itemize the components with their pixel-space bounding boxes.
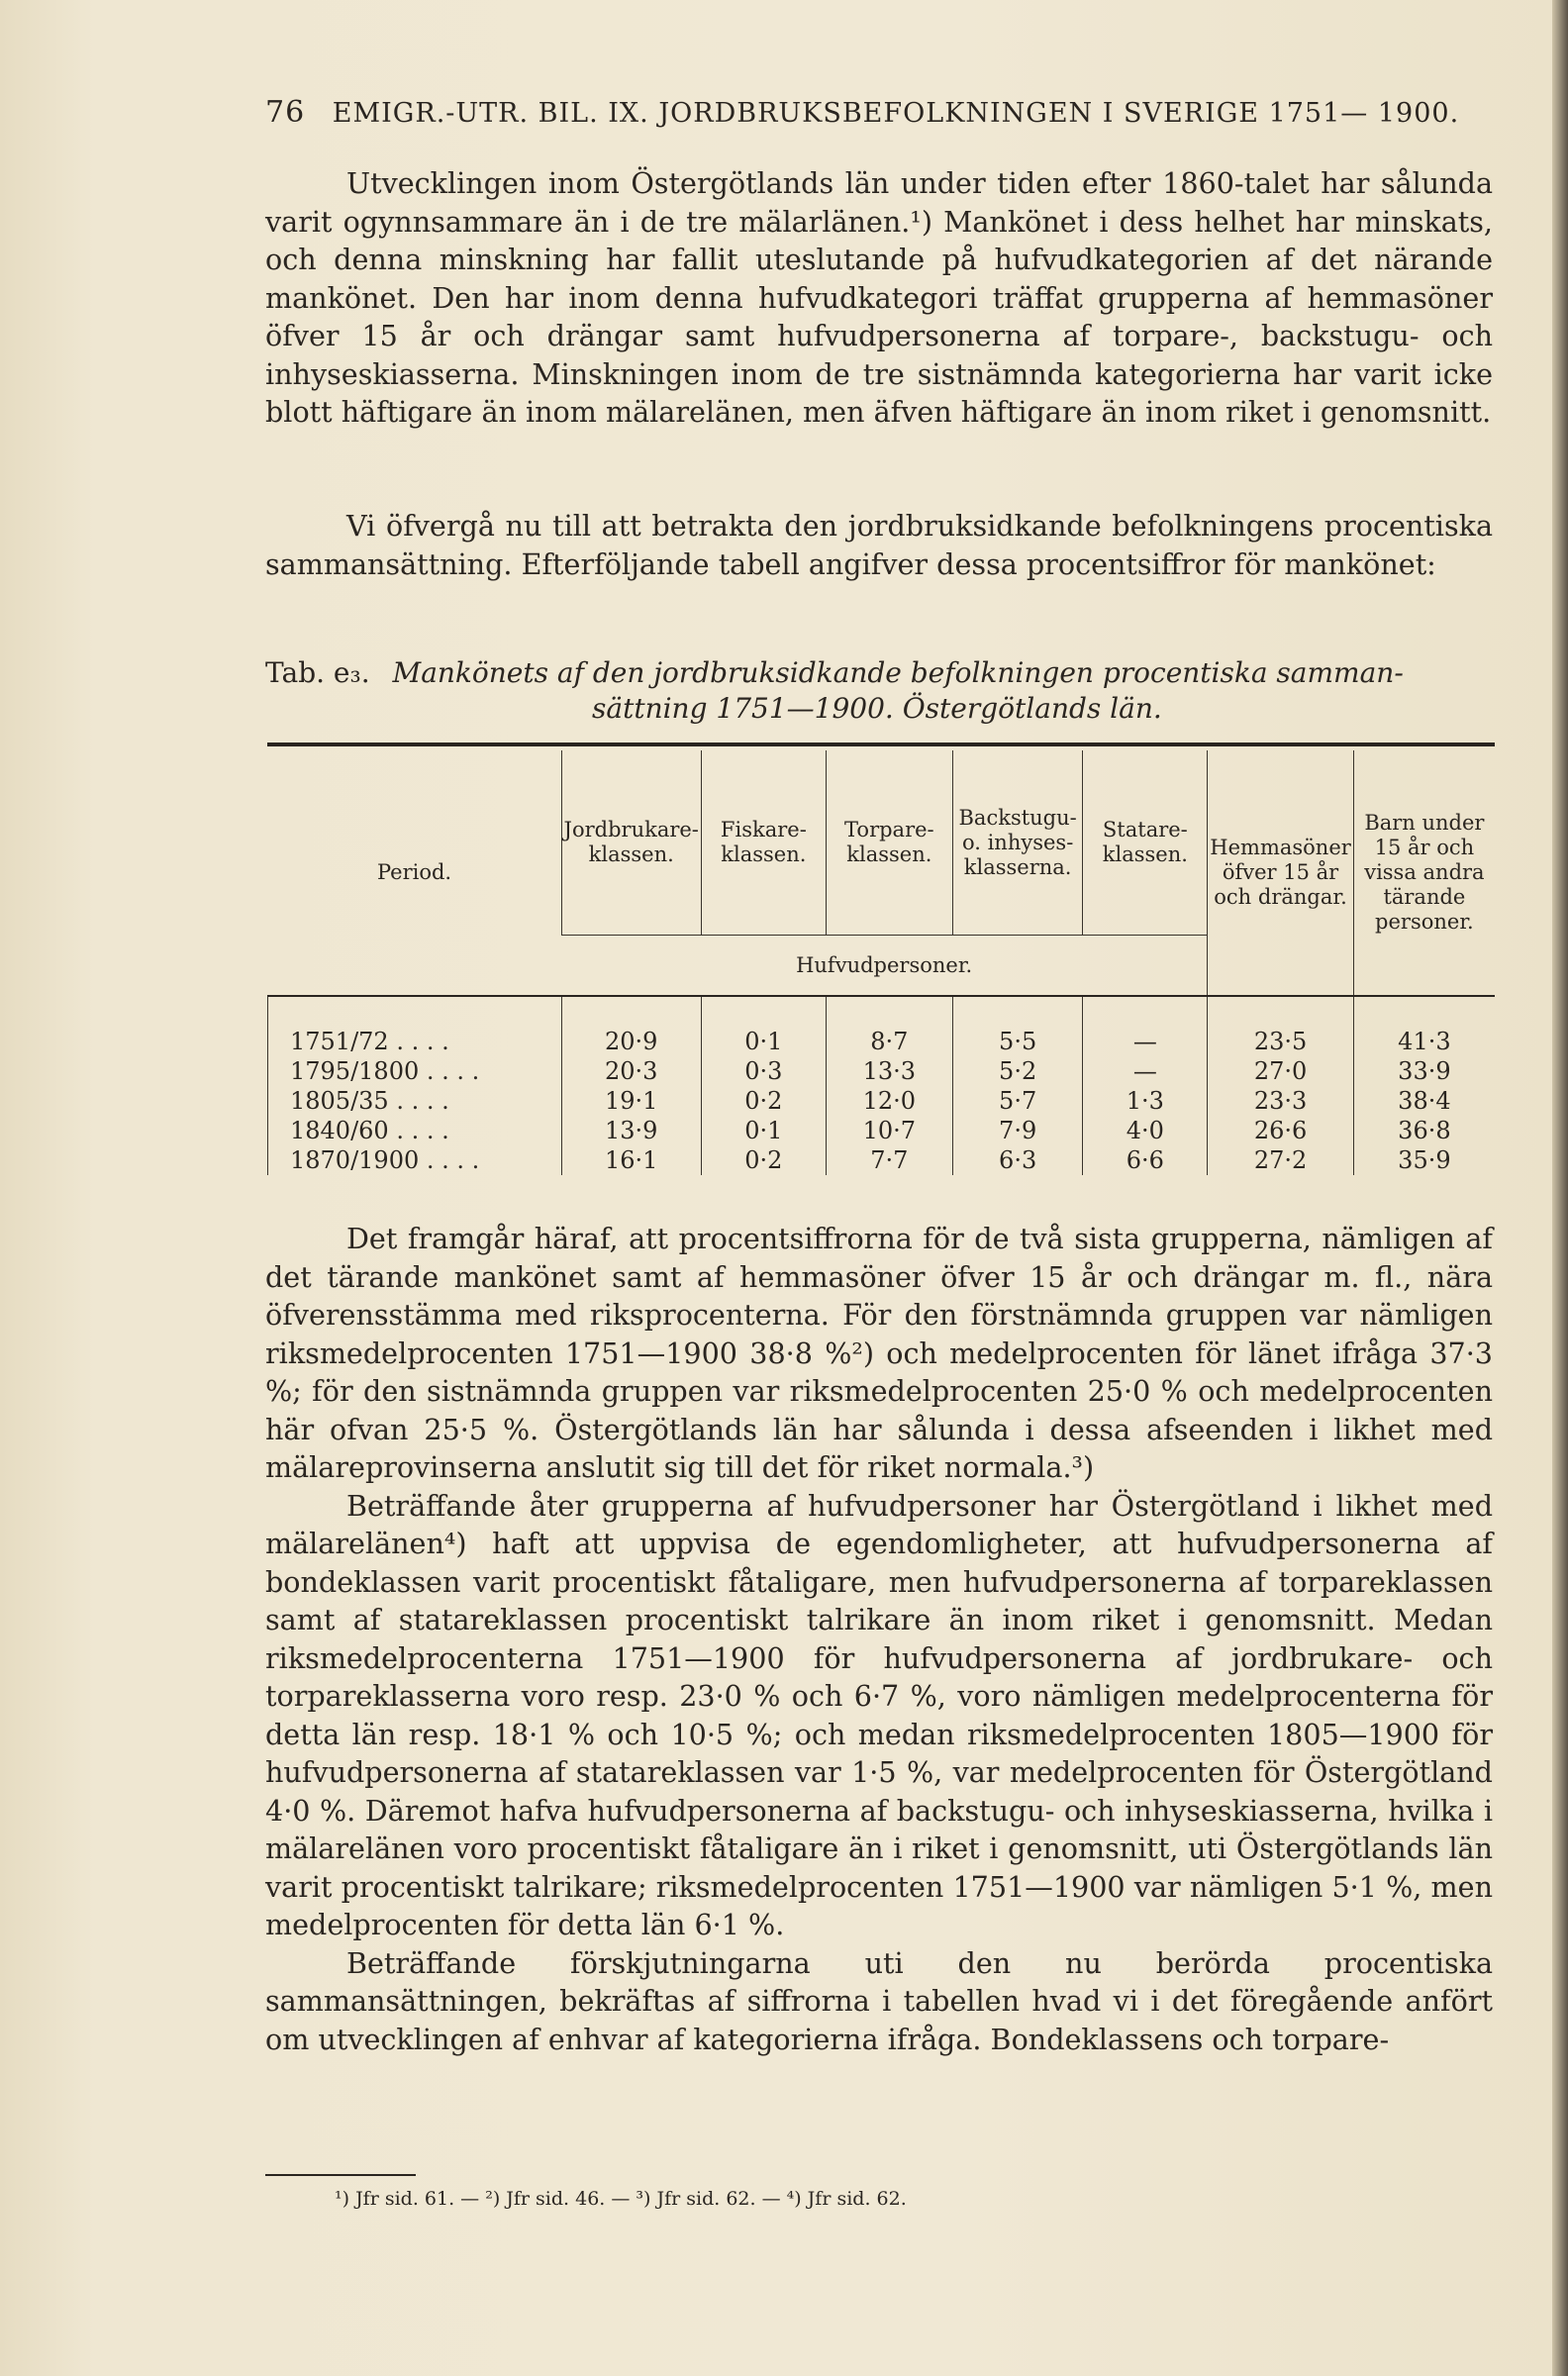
cell-statare: 1·3	[1083, 1086, 1208, 1116]
table-row	[268, 1027, 1496, 1056]
paragraph-5: Beträffande förskjutningarna uti den nu berörda procentiska sammansättningen, bekräftas af siffrorna i tabellen hvad vi i det föregående anfört om utvecklingen af enhvar af kategorierna ifråga. Bondeklassens och torpare-	[265, 1945, 1493, 2056]
table-top-rule	[267, 742, 1495, 746]
cell-period: 1805/35 . . . .	[268, 1086, 562, 1116]
cell-fiskare: 0·1	[701, 1116, 826, 1145]
cell-backstugu: 5·2	[952, 1056, 1083, 1086]
col-header-statare: Statare-klassen.	[1083, 750, 1208, 936]
col-header-torpare: Torpare-klassen.	[826, 750, 952, 936]
cell-hemmasoner: 23·5	[1208, 1027, 1354, 1056]
cell-torpare: 10·7	[826, 1116, 952, 1145]
cell-jordbrukare: 19·1	[561, 1086, 701, 1116]
table-row	[268, 1056, 1496, 1086]
paragraph-block-intro	[265, 507, 1493, 583]
table-title-line2: sättning 1751—1900. Östergötlands län.	[592, 692, 1162, 725]
table-spacer-row	[268, 996, 1496, 1027]
cell-hemmasoner: 27·0	[1208, 1056, 1354, 1086]
col-header-jordbrukare: Jordbrukare-klassen.	[561, 750, 701, 936]
cell-torpare: 7·7	[826, 1145, 952, 1175]
cell-fiskare: 0·2	[701, 1086, 826, 1116]
cell-backstugu: 6·3	[952, 1145, 1083, 1175]
col-header-backstugu: Backstugu- o. inhyses-klasserna.	[952, 750, 1083, 936]
cell-hemmasoner: 27·2	[1208, 1145, 1354, 1175]
col-header-barn: Barn under 15 år och vissa andra tärande personer.	[1353, 750, 1495, 996]
cell-barn: 35·9	[1353, 1145, 1495, 1175]
data-table	[267, 750, 1495, 1175]
cell-statare: 4·0	[1083, 1116, 1208, 1145]
cell-statare: 6·6	[1083, 1145, 1208, 1175]
cell-barn: 41·3	[1353, 1027, 1495, 1056]
cell-statare: —	[1083, 1056, 1208, 1086]
paragraph-block-bottom	[265, 1220, 1493, 2058]
table-header-row	[268, 750, 1496, 936]
cell-backstugu: 5·5	[952, 1027, 1083, 1056]
cell-jordbrukare: 20·9	[561, 1027, 701, 1056]
group-header-hufvudpersoner: Hufvudpersoner.	[561, 936, 1208, 997]
cell-fiskare: 0·1	[701, 1027, 826, 1056]
cell-barn: 38·4	[1353, 1086, 1495, 1116]
paragraph-4: Beträffande åter grupperna af hufvudpersoner har Östergötland i likhet med mälarelänen⁴) haft att uppvisa de egendomligheter, att hufvudpersonerna af bondeklassen varit procentiskt fåtaligare, men hufvudpersonerna af torpareklassen samt af statareklassen procentiskt talrikare än inom riket i genomsnitt. Medan riksmedelprocenterna 1751—1900 för hufvudpersonerna af jordbrukare- och torpareklasserna voro resp. 23·0 % och 6·7 %, voro nämligen medelprocenterna för detta län resp. 18·1 % och 10·5 %; och medan riksmedelprocenten 1805—1900 för hufvudpersonerna af statareklassen var 1·5 %, var medelprocenten för Östergötland 4·0 %. Däremot hafva hufvudpersonerna af backstugu- och inhyseskiasserna, hvilka i mälarelänen voro procentiskt fåtaligare än i riket i genomsnitt, uti Östergötlands län varit procentiskt talrikare; riksmedelprocenten 1751—1900 var nämligen 5·1 %, men medelprocenten för detta län 6·1 %.	[265, 1488, 1493, 1941]
cell-period: 1751/72 . . . .	[268, 1027, 562, 1056]
table-row	[268, 1086, 1496, 1116]
page-number: 76	[265, 95, 306, 130]
cell-barn: 33·9	[1353, 1056, 1495, 1086]
cell-jordbrukare: 20·3	[561, 1056, 701, 1086]
cell-backstugu: 5·7	[952, 1086, 1083, 1116]
cell-torpare: 8·7	[826, 1027, 952, 1056]
table-label: Tab. e₃.	[265, 656, 370, 689]
cell-period: 1795/1800 . . . .	[268, 1056, 562, 1086]
running-header	[265, 95, 1493, 130]
footnotes: ¹) Jfr sid. 61. — ²) Jfr sid. 46. — ³) Jfr sid. 62. — ⁴) Jfr sid. 62.	[335, 2188, 907, 2210]
cell-torpare: 13·3	[826, 1056, 952, 1086]
col-header-hemmasoner: Hemmasöner öfver 15 år och drängar.	[1208, 750, 1354, 996]
footnote-rule	[265, 2174, 416, 2176]
cell-fiskare: 0·2	[701, 1145, 826, 1175]
book-spine-shadow	[1552, 0, 1568, 2376]
cell-torpare: 12·0	[826, 1086, 952, 1116]
cell-hemmasoner: 26·6	[1208, 1116, 1354, 1145]
paragraph-3: Det framgår häraf, att procentsiffrorna för de två sista grupperna, nämligen af det tärande mankönet samt af hemmasöner öfver 15 år och drängar m. fl., nära öfverensstämma med riksprocenterna. För den förstnämnda gruppen var nämligen riksmedelprocenten 1751—1900 38·8 %²) och medelprocenten för länet ifråga 37·3 %; för den sistnämnda gruppen var riksmedelprocenten 25·0 % och medelprocenten här ofvan 25·5 %. Östergötlands län har sålunda i dessa afseenden i likhet med mälareprovinserna anslutit sig till det för riket normala.³)	[265, 1222, 1493, 1484]
table-title-line1: Mankönets af den jordbruksidkande befolkningen procentiska samman-	[392, 656, 1404, 689]
cell-period: 1840/60 . . . .	[268, 1116, 562, 1145]
paragraph-block-top	[265, 164, 1493, 432]
table-caption	[265, 655, 1493, 727]
table-row	[268, 1145, 1496, 1175]
running-title: EMIGR.-UTR. BIL. IX. JORDBRUKSBEFOLKNINGEN I SVERIGE 1751— 1900.	[332, 98, 1460, 129]
paragraph-1: Utvecklingen inom Östergötlands län under tiden efter 1860-talet har sålunda varit ogynnsammare än i de tre mälarlänen.¹) Mankönet i dess helhet har minskats, och denna minskning har fallit uteslutande på hufvudkategorien af det närande mankönet. Den har inom denna hufvudkategori träffat grupperna af hemmasöner öfver 15 år och drängar samt hufvudpersonerna af torpare-, backstugu- och inhyseskiasserna. Minskningen inom de tre sistnämnda kategorierna har varit icke blott häftigare än inom mälarelänen, men äfven häftigare än inom riket i genomsnitt.	[265, 166, 1493, 429]
paragraph-2: Vi öfvergå nu till att betrakta den jordbruksidkande befolkningens procentiska sammansättning. Efterföljande tabell angifver dessa procentsiffror för mankönet:	[265, 509, 1493, 581]
cell-fiskare: 0·3	[701, 1056, 826, 1086]
table-row	[268, 1116, 1496, 1145]
cell-jordbrukare: 16·1	[561, 1145, 701, 1175]
cell-barn: 36·8	[1353, 1116, 1495, 1145]
cell-jordbrukare: 13·9	[561, 1116, 701, 1145]
cell-hemmasoner: 23·3	[1208, 1086, 1354, 1116]
cell-backstugu: 7·9	[952, 1116, 1083, 1145]
cell-statare: —	[1083, 1027, 1208, 1056]
cell-period: 1870/1900 . . . .	[268, 1145, 562, 1175]
col-header-fiskare: Fiskare-klassen.	[701, 750, 826, 936]
col-header-period: Period.	[376, 860, 452, 884]
